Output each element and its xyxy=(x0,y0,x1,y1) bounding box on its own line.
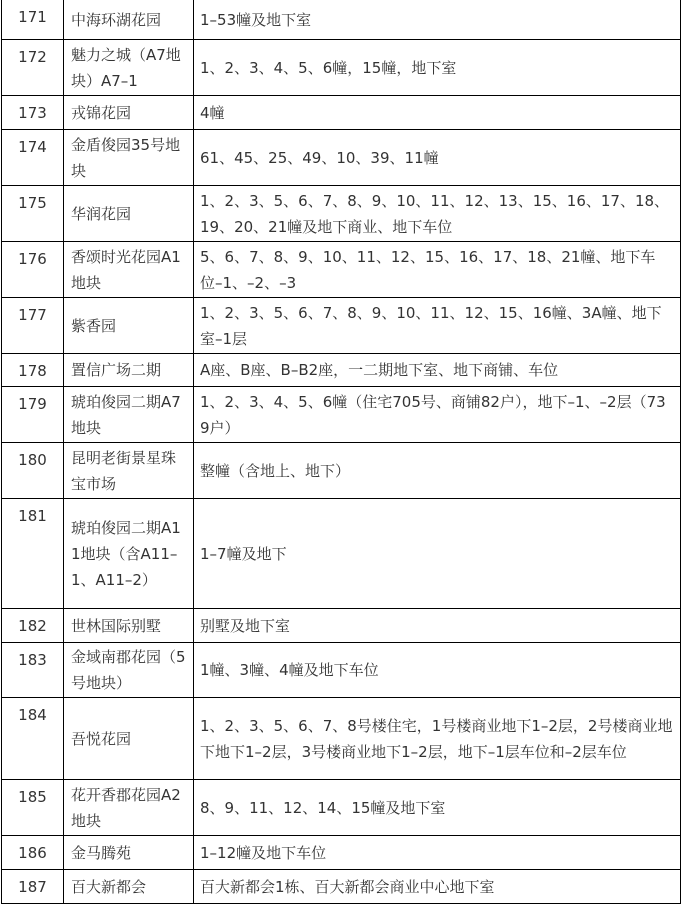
project-scope: 4幢 xyxy=(194,96,681,130)
table-row xyxy=(2,387,681,443)
project-name: 吾悦花园 xyxy=(64,698,194,780)
project-name: 金马腾苑 xyxy=(64,836,194,870)
project-scope: 5、6、7、8、9、10、11、12、15、16、17、18、21幢、地下车位–1、–2、–3 xyxy=(194,242,681,298)
row-number: 181 xyxy=(2,499,64,609)
project-scope: 1、2、3、5、6、7、8、9、10、11、12、13、15、16、17、18、19、20、21幢及地下商业、地下车位 xyxy=(194,186,681,242)
row-number: 184 xyxy=(2,698,64,780)
project-name: 金盾俊园35号地块 xyxy=(64,130,194,186)
table-row xyxy=(2,443,681,499)
project-name: 魅力之城（A7地块）A7–1 xyxy=(64,40,194,96)
row-number: 174 xyxy=(2,130,64,186)
row-number: 186 xyxy=(2,836,64,870)
table-row xyxy=(2,609,681,643)
project-scope: 61、45、25、49、10、39、11幢 xyxy=(194,130,681,186)
project-name: 昆明老街景星珠宝市场 xyxy=(64,443,194,499)
project-scope: 1、2、3、5、6、7、8号楼住宅，1号楼商业地下1–2层，2号楼商业地下地下1–2层，3号楼商业地下1–2层，地下–1层车位和–2层车位 xyxy=(194,698,681,780)
project-scope: 别墅及地下室 xyxy=(194,609,681,643)
table-row xyxy=(2,870,681,904)
project-scope: A座、B座、B–B2座，一二期地下室、地下商铺、车位 xyxy=(194,354,681,387)
row-number: 171 xyxy=(2,0,64,40)
table-row xyxy=(2,298,681,354)
table-row xyxy=(2,242,681,298)
project-scope: 1–12幢及地下车位 xyxy=(194,836,681,870)
project-name: 百大新都会 xyxy=(64,870,194,904)
table-row xyxy=(2,0,681,40)
row-number: 173 xyxy=(2,96,64,130)
row-number: 182 xyxy=(2,609,64,643)
project-name: 世林国际别墅 xyxy=(64,609,194,643)
table-row xyxy=(2,780,681,836)
project-name: 琥珀俊园二期A7地块 xyxy=(64,387,194,443)
project-name: 花开香郡花园A2地块 xyxy=(64,780,194,836)
table-row xyxy=(2,130,681,186)
table-row xyxy=(2,836,681,870)
project-scope: 整幢（含地上、地下） xyxy=(194,443,681,499)
table-row xyxy=(2,96,681,130)
project-scope: 1–7幢及地下 xyxy=(194,499,681,609)
row-number: 179 xyxy=(2,387,64,443)
row-number: 178 xyxy=(2,354,64,387)
row-number: 177 xyxy=(2,298,64,354)
row-number: 176 xyxy=(2,242,64,298)
table-row xyxy=(2,499,681,609)
project-name: 紫香园 xyxy=(64,298,194,354)
project-name: 香颂时光花园A1地块 xyxy=(64,242,194,298)
project-scope: 1、2、3、5、6、7、8、9、10、11、12、15、16幢、3A幢、地下室–1层 xyxy=(194,298,681,354)
table-row xyxy=(2,698,681,780)
project-table xyxy=(1,0,681,904)
table-row xyxy=(2,643,681,698)
row-number: 187 xyxy=(2,870,64,904)
row-number: 175 xyxy=(2,186,64,242)
row-number: 183 xyxy=(2,643,64,698)
project-name: 琥珀俊园二期A11地块（含A11–1、A11–2） xyxy=(64,499,194,609)
project-name: 置信广场二期 xyxy=(64,354,194,387)
project-name: 华润花园 xyxy=(64,186,194,242)
row-number: 180 xyxy=(2,443,64,499)
project-scope: 1幢、3幢、4幢及地下车位 xyxy=(194,643,681,698)
project-name: 中海环湖花园 xyxy=(64,0,194,40)
project-scope: 1、2、3、4、5、6幢（住宅705号、商铺82户），地下–1、–2层（739户） xyxy=(194,387,681,443)
project-scope: 8、9、11、12、14、15幢及地下室 xyxy=(194,780,681,836)
project-scope: 1–53幢及地下室 xyxy=(194,0,681,40)
row-number: 172 xyxy=(2,40,64,96)
row-number: 185 xyxy=(2,780,64,836)
table-row xyxy=(2,186,681,242)
table-row xyxy=(2,354,681,387)
project-scope: 1、2、3、4、5、6幢，15幢，地下室 xyxy=(194,40,681,96)
project-scope: 百大新都会1栋、百大新都会商业中心地下室 xyxy=(194,870,681,904)
project-name: 金域南郡花园（5号地块） xyxy=(64,643,194,698)
project-name: 戎锦花园 xyxy=(64,96,194,130)
table-row xyxy=(2,40,681,96)
